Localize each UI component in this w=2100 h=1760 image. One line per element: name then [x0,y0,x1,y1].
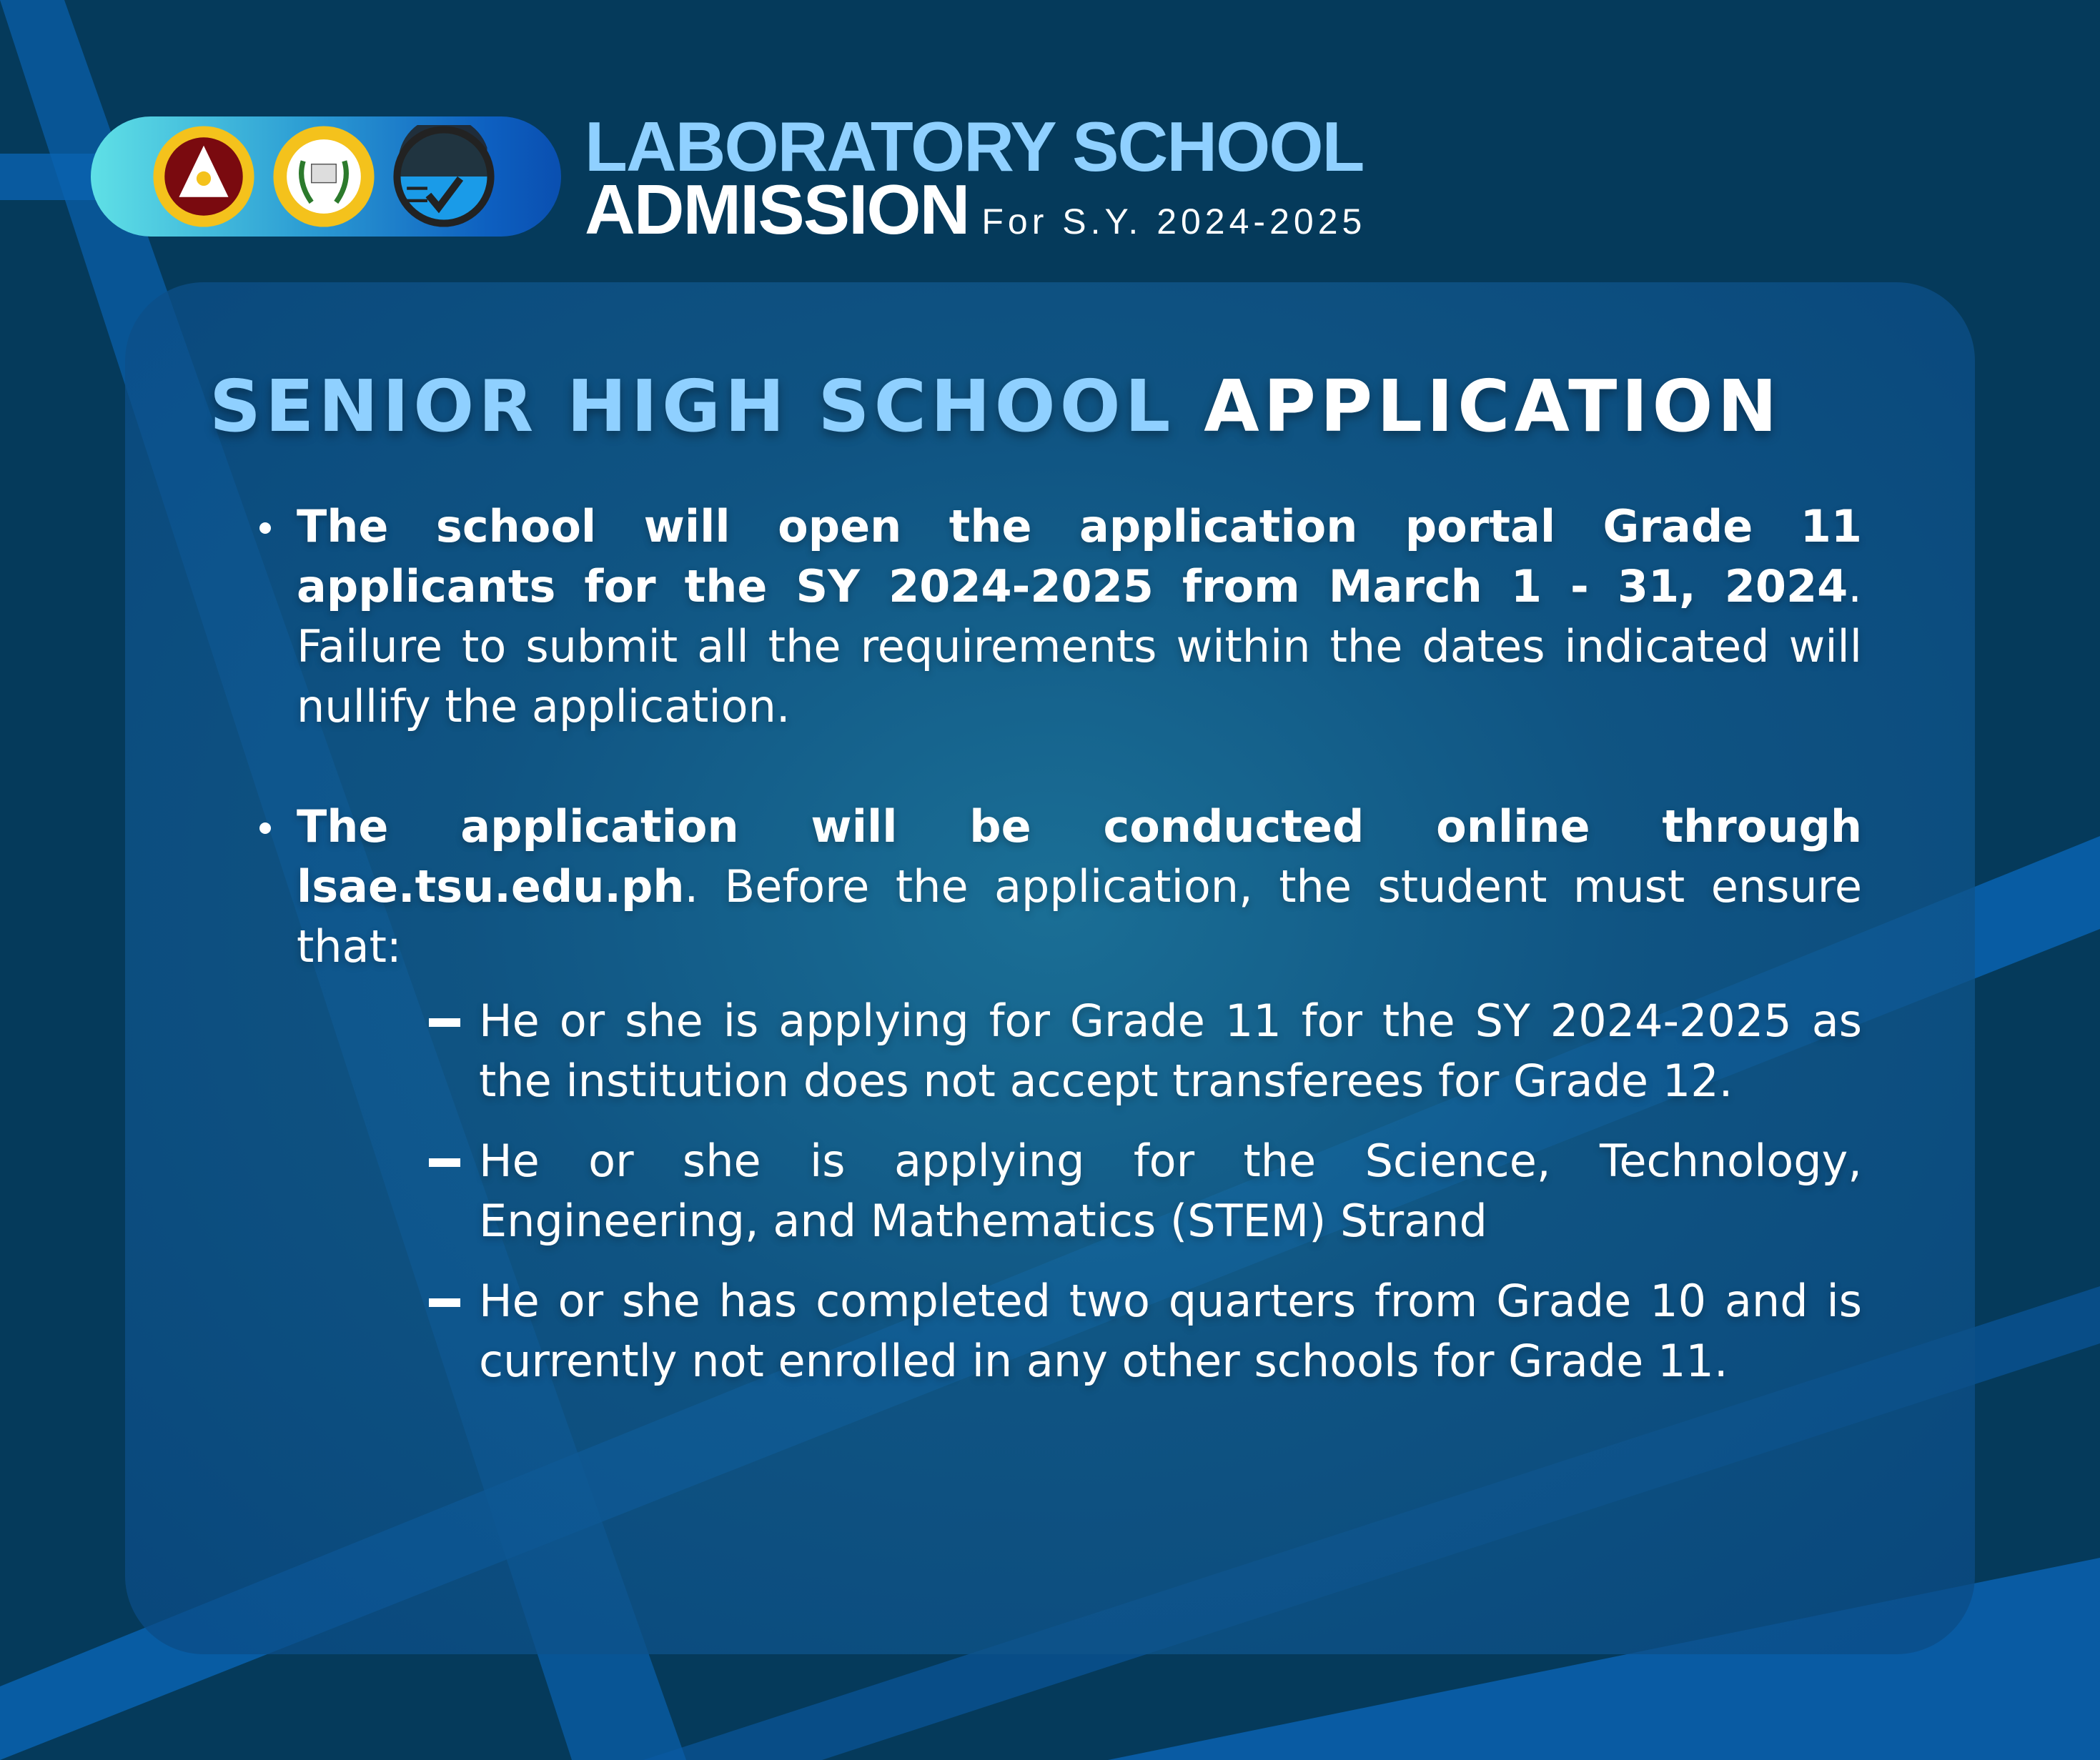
bullet-bold-text: The school will open the application portal Grade 11 applicants for the SY 2024-2025 from March 1 - 31, 2024 [297,500,1862,612]
sub-bullet-text: He or she is applying for the Science, Technology, Engineering, and Mathematics (STEM) Strand [479,1135,1862,1247]
laboratory-school-seal-icon [392,125,495,228]
header-title-line1: LABORATORY SCHOOL [585,107,1364,186]
bullet-text: . Failure to submit all the requirements within the dates indicated will nullify the application. [297,560,1862,732]
dash-icon [429,1158,460,1167]
dash-icon [429,1298,460,1307]
dash-icon [429,1018,460,1027]
bullet-bold-text: The application will be conducted online through lsae.tsu.edu.ph [297,800,1862,913]
bullet-dot-icon [259,522,271,534]
school-year-label: For S.Y. 2024-2025 [981,202,1367,242]
title-light-part: SENIOR HIGH SCHOOL [209,364,1175,448]
sub-bullet-text: He or she is applying for Grade 11 for the SY 2024-2025 as the institution does not accept transferees for Grade 12. [479,995,1862,1107]
card-body [297,497,1862,1411]
header-title-line2 [585,170,1366,261]
sub-bullet-item [479,1131,1862,1251]
bullet-item [297,797,1862,977]
logo-pill [91,116,561,237]
bullet-item [297,497,1862,737]
sub-bullet-item [479,1271,1862,1391]
info-card [125,282,1975,1654]
title-white-part: APPLICATION [1204,364,1782,448]
card-title [209,364,1781,448]
college-of-education-seal-icon [272,125,375,228]
tarlac-state-university-seal-icon [152,125,255,228]
bullet-text: . Before the application, the student must ensure that: [297,860,1862,973]
sub-bullet-text: He or she has completed two quarters from Grade 10 and is currently not enrolled in any other schools for Grade 11. [479,1275,1862,1387]
bullet-dot-icon [259,822,271,834]
sub-bullet-item [479,991,1862,1111]
admission-label: ADMISSION [585,170,969,249]
